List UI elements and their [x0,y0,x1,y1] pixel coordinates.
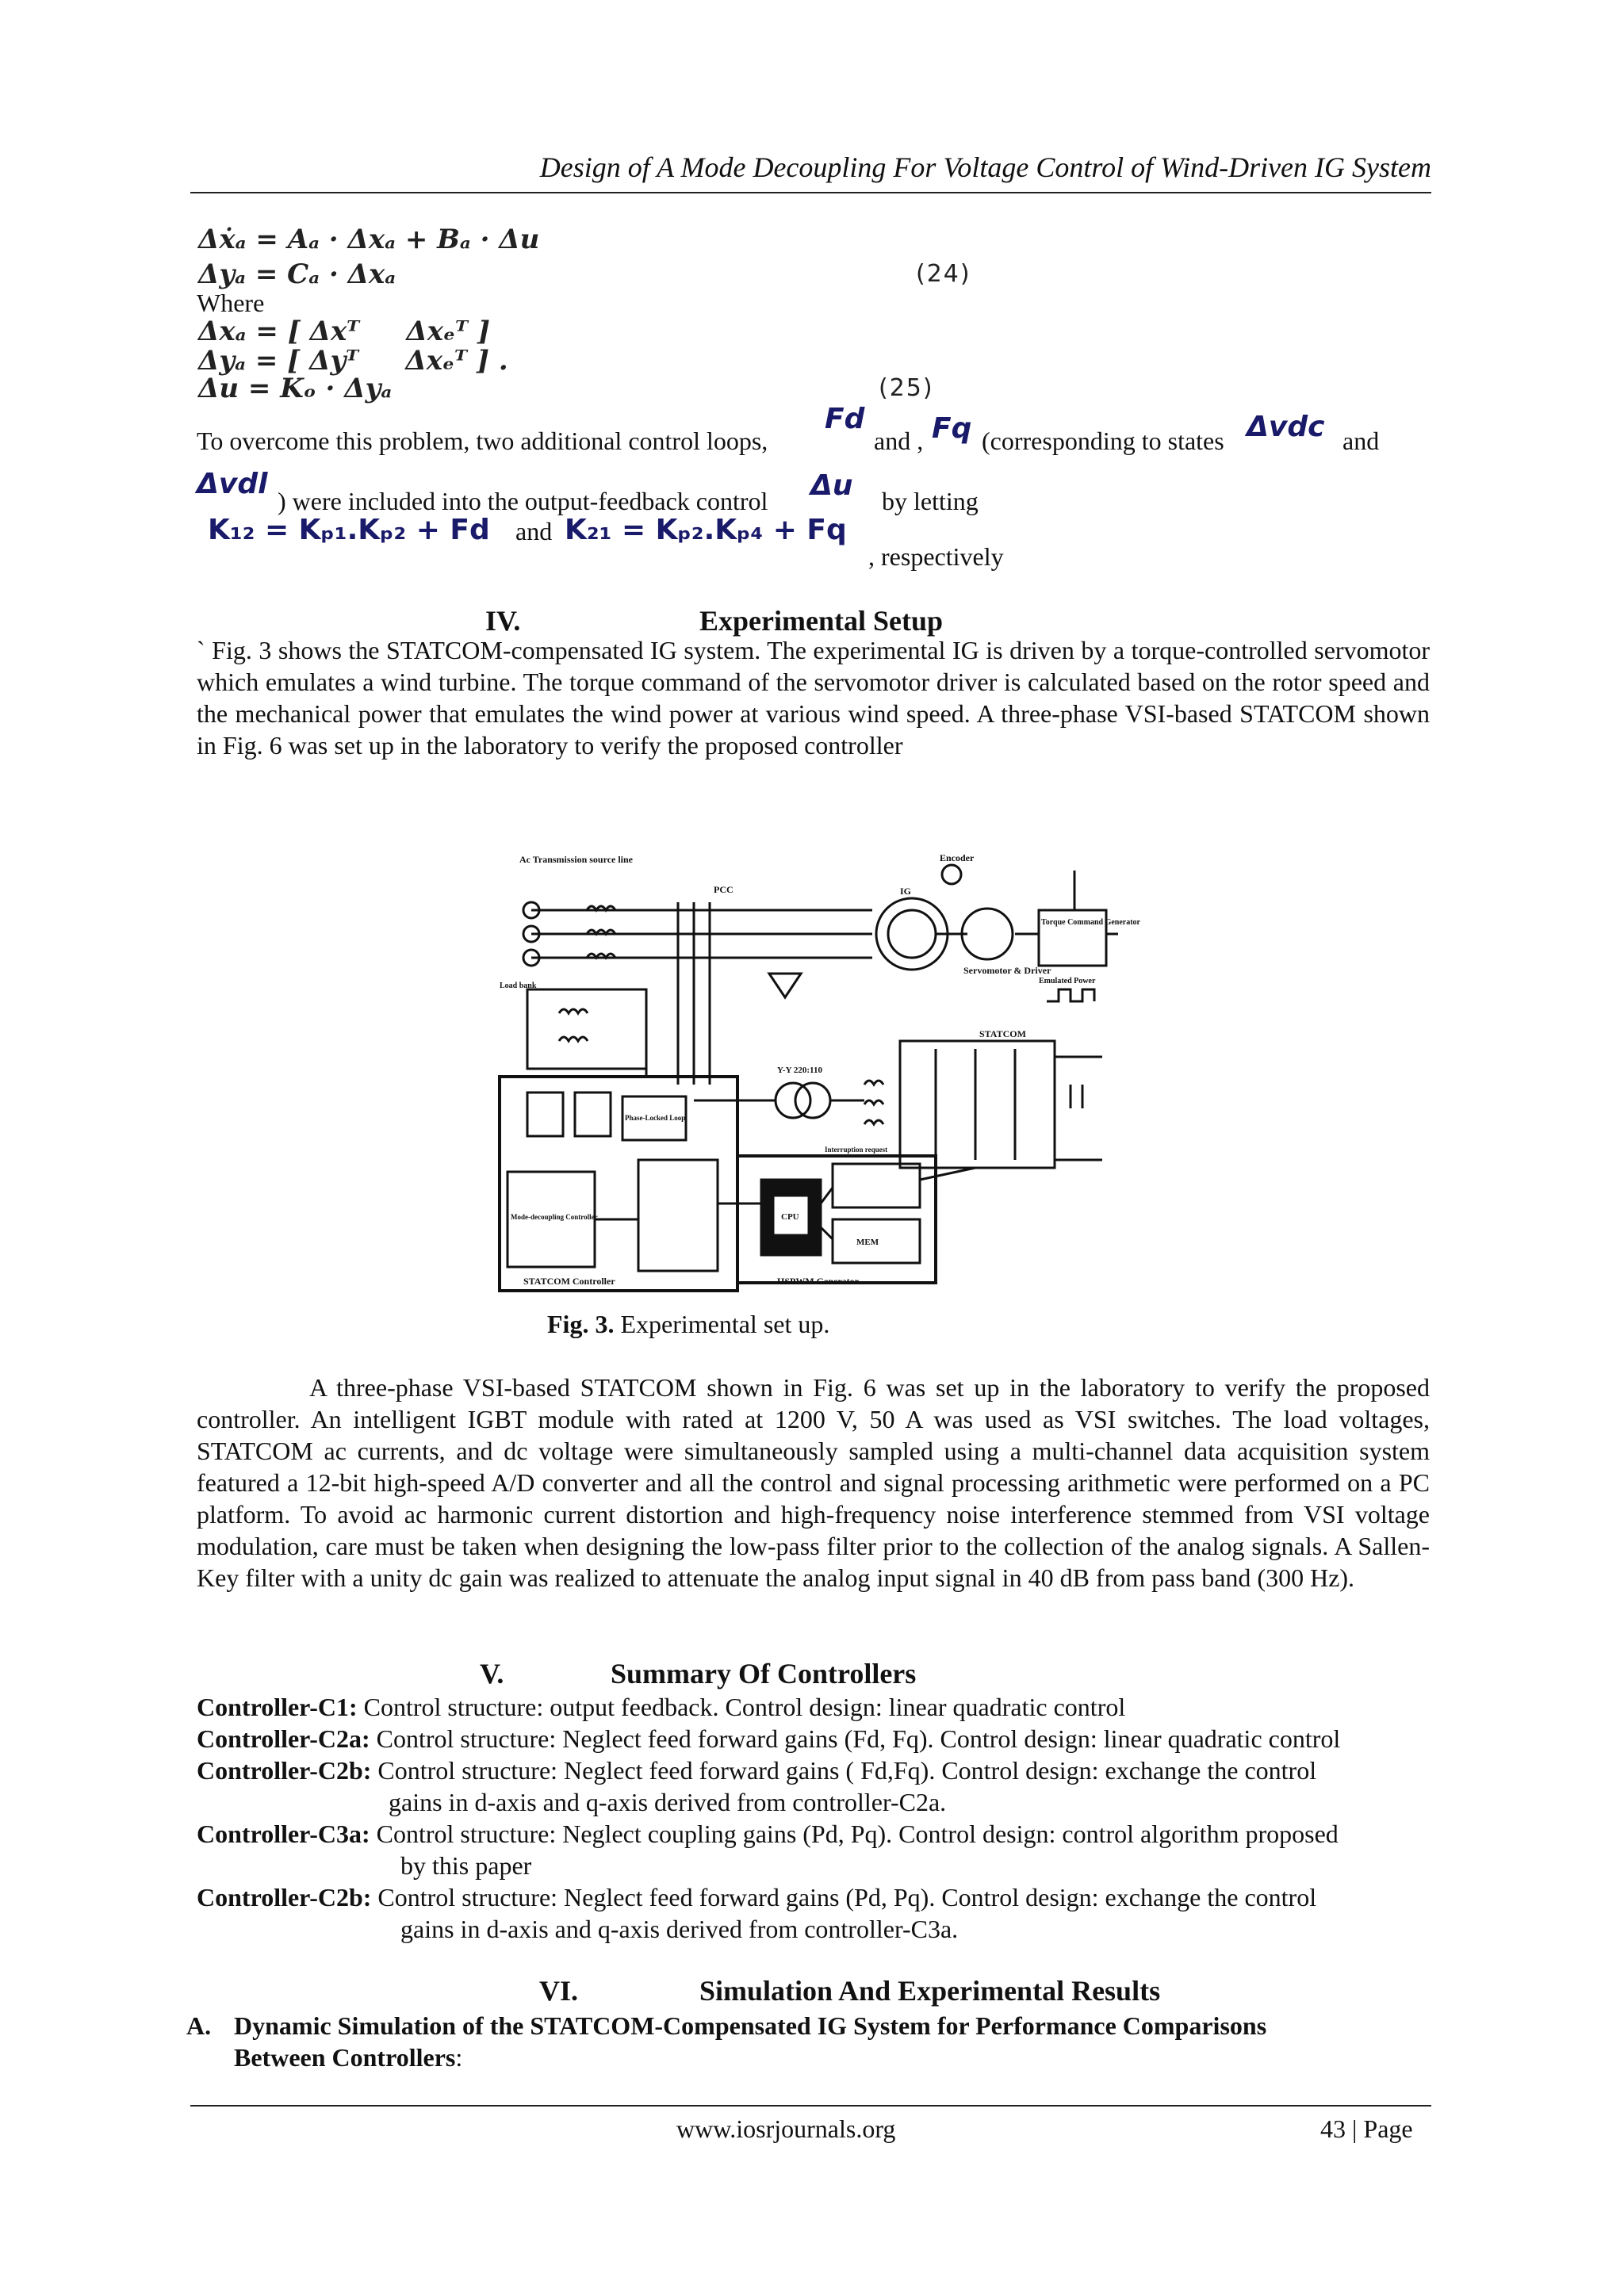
fig-label-cpu: CPU [781,1212,799,1222]
controller-desc-continued: gains in d-axis and q-axis derived from controller-C3a. [400,1915,959,1943]
fig-label-emulated-power: Emulated Power [1039,977,1096,985]
controller-item-c2b-second [197,1881,1316,1913]
fig-label-statcom: STATCOM [979,1028,1026,1039]
fig-label-pcc: PCC [714,884,733,895]
controller-name: Controller-C2a: [197,1724,370,1753]
header-rule [190,192,1431,193]
controller-name: Controller-C1: [197,1693,358,1721]
section-4-number: IV. [485,605,521,637]
and-word: and [515,517,553,545]
fig-label-decoupling: Mode-decoupling Controller [511,1213,598,1221]
controller-name: Controller-C2b: [197,1756,372,1785]
subsection-a-title-line-2 [234,2042,462,2073]
figure-caption-label: Fig. 3. [547,1310,615,1338]
fig-label-hspwm: HSPWM Generator [777,1276,859,1287]
equation-k12: K₁₂ = Kₚ₁.Kₚ₂ + Fd [208,514,490,546]
vsi-paragraph: A three-phase VSI-based STATCOM shown in Fig. 6 was set up in the laboratory to verify the proposed controller. An intelligent IGBT module with rated at 1200 V, 50 A was used as VSI switches. The load voltages, STATCOM ac currents, and dc voltage were simultaneously sampled using a multi-channel data acquisition system featured a 12-bit high-speed A/D converter and all the control and signal processing arithmetic were performed on a PC platform. To avoid ac harmonic current distortion and high-frequency noise interference stemmed from VSI voltage modulation, care must be taken when designing the low-pass filter prior to the collection of the analog signals. A Sallen-Key filter with a unity dc gain was realized to attenuate the analog input signal in 40 dB from pass band (300 Hz). [197,1373,1430,1592]
section-6-number: VI. [539,1975,579,2007]
fig-label-interruption: Interruption request [825,1146,888,1154]
loops-text-4: and [1342,427,1380,455]
loops-text-2: and , [874,427,924,455]
equation-25-line-2: Δyₐ = [ Δyᵀ Δxₑᵀ ] . [198,345,508,377]
symbol-fd: Fd [825,403,865,435]
loops-text-6: by letting [882,487,979,515]
equation-25-line-3: Δu = Kₒ · Δyₐ [198,373,393,404]
section-4-title: Experimental Setup [699,605,944,637]
controller-name: Controller-C3a: [197,1820,370,1848]
equation-k21: K₂₁ = Kₚ₂.Kₚ₄ + Fq [565,514,847,546]
controller-desc-continued: by this paper [400,1851,532,1880]
loops-text-5: ) were included into the output-feedback control [278,487,768,515]
equation-25-line-1: Δxₐ = [ Δxᵀ Δxₑᵀ ] [198,316,491,347]
page-number: 43 | Page [1320,2114,1413,2143]
footer-url[interactable]: www.iosrjournals.org [676,2114,896,2143]
fig-label-ig: IG [900,886,912,897]
subsection-a-title-text: Between Controllers [234,2043,456,2072]
controller-desc: Control structure: Neglect feed forward gains ( Fd,Fq). Control design: exchange the control [377,1756,1317,1785]
running-header: Design of A Mode Decoupling For Voltage Control of Wind-Driven IG System [539,151,1431,183]
loops-text-1: To overcome this problem, two additional control loops, [197,427,768,455]
equation-24-line-1: Δẋₐ = Aₐ · Δxₐ + Bₐ · Δu [198,224,540,255]
section-5-number: V. [480,1658,504,1689]
figure-caption [547,1308,829,1340]
fig-label-torque-command: Torque Command Generator [1041,918,1140,927]
equation-24-line-2: Δyₐ = Cₐ · Δxₐ [198,258,396,290]
controller-item-c3a [197,1818,1339,1850]
fig-label-servo: Servomotor & Driver [963,965,1051,976]
fig-label-mem: MEM [856,1238,879,1247]
controller-item-c2a [197,1723,1340,1755]
equation-24-number: (24) [916,260,971,288]
where-label: Where [197,289,265,317]
symbol-delta-vdl: Δvdl [197,468,268,500]
section-5-title: Summary Of Controllers [611,1658,917,1689]
section-6-title: Simulation And Experimental Results [699,1975,1161,2007]
experimental-setup-figure [500,847,1140,1288]
symbol-delta-u: Δu [810,469,853,502]
controller-desc: Control structure: Neglect feed forward gains (Pd, Pq). Control design: exchange the control [377,1883,1317,1911]
section-4-paragraph: ` Fig. 3 shows the STATCOM-compensated IG system. The experimental IG is driven by a torque-controlled servomotor which emulates a wind turbine. The torque command of the servomotor driver is calculated based on the rotor speed and the mechanical power that emulates the wind power at various wind speed. A three-phase VSI-based STATCOM shown in Fig. 6 was set up in the laboratory to verify the proposed controller [197,636,1430,760]
controller-item-c2b [197,1755,1316,1786]
loops-text-7: , respectively [868,542,1004,571]
subsection-a-colon: : [455,2043,463,2072]
figure-caption-text: Experimental set up. [620,1310,830,1338]
fig-label-ac-source: Ac Transmission source line [519,854,634,865]
footer-rule [190,2105,1431,2107]
controller-desc: Control structure: Neglect feed forward gains (Fd, Fq). Control design: linear quadratic control [376,1724,1341,1753]
controller-desc: Control structure: output feedback. Control design: linear quadratic control [363,1693,1126,1721]
subsection-a-label: A. [186,2011,212,2040]
controller-desc: Control structure: Neglect coupling gains (Pd, Pq). Control design: control algorithm proposed [376,1820,1339,1848]
symbol-delta-vdc: Δvdc [1247,411,1325,443]
fig-label-statcom-controller: STATCOM Controller [523,1276,615,1287]
fig-label-encoder: Encoder [940,852,975,863]
symbol-fq: Fq [932,412,972,445]
subsection-a-title-line-1: Dynamic Simulation of the STATCOM-Compensated IG System for Performance Comparisons [234,2011,1267,2040]
controller-desc-continued: gains in d-axis and q-axis derived from controller-C2a. [389,1788,947,1816]
fig-label-load-bank: Load bank [500,982,537,990]
controller-name: Controller-C2b: [197,1883,372,1911]
fig-label-pll: Phase-Locked Loop [625,1114,686,1122]
controller-item-c1 [197,1691,1125,1723]
equation-25-number: (25) [879,374,934,402]
fig-label-transformer: Y-Y 220:110 [777,1066,822,1075]
loops-text-3: (corresponding to states [982,427,1224,455]
